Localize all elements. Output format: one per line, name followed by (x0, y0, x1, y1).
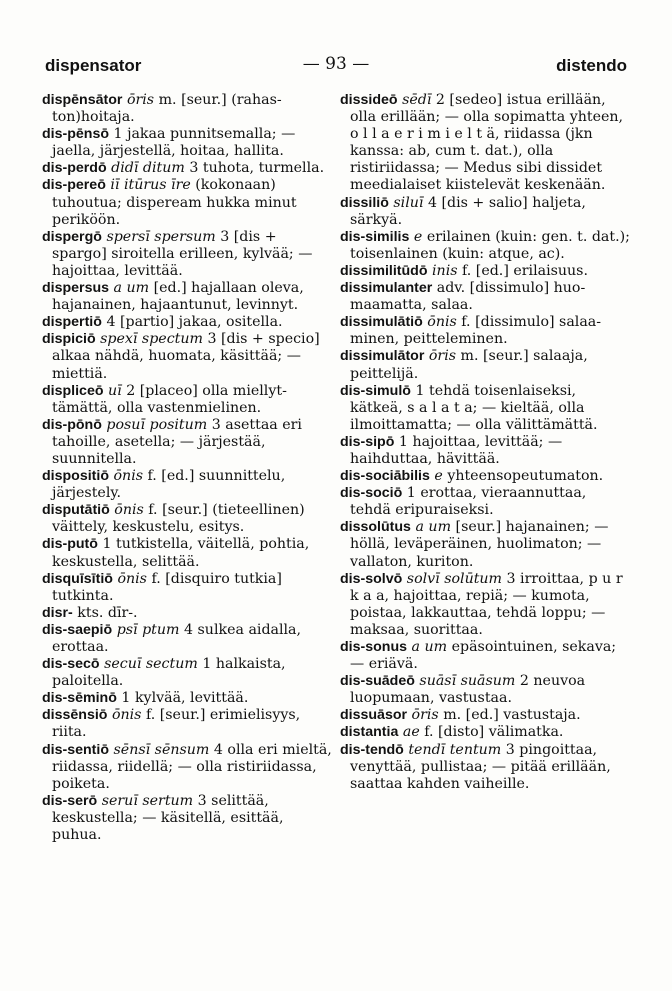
entry-grammar: e (434, 468, 443, 485)
entry-definition: adv. [dissimulo] huomaamatta, salaa. (350, 280, 586, 314)
entry-definition: m. [seur.] (rahaston)hoitaja. (52, 92, 282, 126)
entry-definition: 3 tuhota, turmella. (184, 160, 325, 177)
entry-definition: 1 kylvää, levittää. (121, 690, 249, 707)
entry-grammar: uī (108, 382, 122, 399)
entry-definition: 3 selittää, keskustella; — käsitellä, esittää, puhua. (52, 792, 284, 844)
entry-grammar: ōris (428, 348, 457, 365)
entry-headword: dispertiō (42, 314, 102, 331)
dictionary-entry (42, 656, 332, 690)
entry-definition: f. [ed.] suunnittelu, järjestely. (52, 468, 286, 502)
entry-definition: 4 [dis + salio] haljeta, särkyä. (350, 194, 586, 228)
entry-grammar: sēnsī sēnsum (113, 741, 210, 758)
entry-definition: f. [disquiro tutkia] tutkinta. (52, 570, 282, 604)
dictionary-entry (340, 434, 630, 468)
dictionary-entry (42, 742, 332, 793)
dictionary-entry (42, 92, 332, 126)
left-guide-word: dispensator (45, 56, 142, 75)
dictionary-entry (340, 519, 630, 570)
entry-definition: [ed.] hajallaan oleva, hajanainen, hajaantunut, levinnyt. (52, 280, 304, 314)
entry-headword: dis-sonus (340, 639, 408, 655)
entry-grammar: ae (402, 724, 420, 741)
entry-grammar: ōris (126, 92, 155, 108)
entry-definition: f. [dissimulo] salaaminen, peitteleminen. (350, 314, 602, 348)
entry-headword: dis-suādeō (340, 673, 415, 690)
entry-grammar: tendī tentum (408, 741, 502, 758)
entry-headword: dissimulātiō (340, 314, 423, 331)
entry-grammar: solvī solūtum (406, 570, 503, 587)
entry-grammar: spersī spersum (106, 228, 216, 245)
right-column (340, 92, 630, 793)
entry-headword: dissimilitūdō (340, 262, 428, 279)
entry-headword: dis-sociābilis (340, 468, 430, 485)
entry-headword: dis-perdō (42, 160, 107, 177)
entry-definition: f. [seur.] erimielisyys, riita. (52, 707, 301, 741)
entry-headword: dispergō (42, 228, 102, 245)
entry-headword: dispersus (42, 280, 110, 297)
entry-definition: 3 pingoittaa, venyttää, pullistaa; — pitää erillään, saattaa kahden vaiheille. (350, 741, 611, 792)
entry-headword: dis-sociō (340, 485, 403, 502)
entry-headword: dis-sipō (340, 433, 395, 450)
dictionary-entry (340, 468, 630, 485)
entry-headword: dis-similis (340, 228, 410, 245)
entry-headword: disquīsītiō (42, 570, 113, 587)
dictionary-entry (42, 793, 332, 844)
entry-grammar: a um (113, 280, 150, 297)
entry-grammar: didī ditum (111, 160, 185, 177)
entry-headword: dissimulanter (340, 280, 433, 297)
entry-definition: epäsointuinen, sekava; — eriävä. (350, 639, 617, 673)
entry-headword: dis-sēminō (42, 690, 117, 707)
entry-definition: 1 halkaista, paloitella. (52, 656, 286, 690)
dictionary-entry (340, 639, 630, 673)
entry-definition: 3 [dis + spargo] siroitella erilleen, kylvää; — hajoittaa, levittää. (52, 228, 313, 279)
entry-headword: dissideō (340, 92, 398, 108)
entry-headword: dis-sentiō (42, 741, 110, 758)
dictionary-entry (340, 571, 630, 639)
entry-grammar: spexī spectum (100, 331, 203, 348)
dictionary-entry (340, 673, 630, 707)
entry-definition: [seur.] hajanainen; — höllä, leväperäinen, huolimaton; — vallaton, kuriton. (350, 519, 609, 570)
entry-definition: (kokonaan) tuhoutua; dispeream hukka minut periköön. (52, 177, 297, 228)
entry-definition: 3 [dis + specio] alkaa nähdä, huomata, käsittää; — miettiä. (52, 331, 320, 382)
entry-definition: 4 sulkea aidalla, erottaa. (52, 621, 302, 655)
entry-headword: dissuāsor (340, 707, 408, 724)
entry-headword: dis-saepiō (42, 621, 113, 638)
entry-headword: dis-pēnsō (42, 126, 110, 143)
entry-grammar: siluī (393, 194, 424, 211)
dictionary-entry (42, 605, 332, 622)
dictionary-entry (42, 622, 332, 656)
entry-definition: 2 neuvoa luopumaan, vastustaa. (350, 673, 586, 707)
dictionary-entry (340, 485, 630, 519)
entry-definition: 4 olla eri mieltä, riidassa, riidellä; — olla ristiriidassa, poiketa. (52, 741, 332, 792)
entry-grammar: ōnis (113, 468, 144, 485)
entry-definition: 3 irroittaa, p u r k a a, hajoittaa, repiä; — kumota, poistaa, lakkauttaa, tehdä loppu; — maksaa, suorittaa. (350, 570, 623, 638)
entry-headword: distantia (340, 724, 399, 741)
entry-definition: 2 [placeo] olla miellyttämättä, olla vastenmielinen. (52, 382, 287, 416)
entry-definition: erilainen (kuin: gen. t. dat.); toisenlainen (kuin: atque, ac). (350, 228, 630, 262)
entry-headword: dis-pōnō (42, 416, 102, 433)
dictionary-entry (340, 314, 630, 348)
entry-headword: dis-putō (42, 536, 98, 553)
entry-grammar: psī ptum (116, 621, 180, 638)
entry-headword: dis-simulō (340, 382, 411, 399)
dictionary-entry (340, 229, 630, 263)
dictionary-entry (42, 280, 332, 314)
entry-grammar: ōnis (427, 314, 457, 331)
dictionary-entry (42, 417, 332, 468)
dictionary-entry (42, 502, 332, 536)
entry-definition: f. [seur.] (tieteellinen) väittely, keskustelu, esitys. (52, 502, 305, 536)
page-number: — 93 — (302, 54, 370, 74)
entry-definition: f. [ed.] erilaisuus. (457, 262, 588, 279)
dictionary-entry (42, 383, 332, 417)
entry-grammar: a um (415, 519, 452, 536)
entry-grammar: seruī sertum (101, 792, 194, 809)
dictionary-entry (42, 707, 332, 741)
entry-headword: dis-tendō (340, 741, 404, 758)
entry-grammar: a um (411, 639, 448, 655)
entry-grammar: ōnis (117, 570, 147, 587)
entry-headword: dissolūtus (340, 519, 411, 536)
dictionary-entry (340, 383, 630, 434)
entry-grammar: iī itūrus īre (110, 177, 191, 194)
dictionary-entry (340, 724, 630, 741)
dictionary-entry (340, 742, 630, 793)
entry-definition: m. [seur.] salaaja, peittelijä. (350, 348, 588, 382)
entry-definition: 1 erottaa, vieraannuttaa, tehdä eripuraiseksi. (350, 485, 587, 519)
dictionary-entry (42, 468, 332, 502)
dictionary-entry (42, 160, 332, 177)
dictionary-entry (42, 571, 332, 605)
entry-headword: disr- (42, 604, 73, 621)
dictionary-entry (340, 92, 630, 195)
entry-grammar: sēdī (402, 92, 432, 108)
entry-definition: f. [disto] välimatka. (419, 724, 564, 741)
entry-definition: 1 tutkistella, väitellä, pohtia, keskustella, selittää. (52, 536, 310, 570)
entry-definition: yhteensopeutumaton. (442, 468, 604, 485)
entry-headword: dis-solvō (340, 570, 403, 587)
entry-grammar: secuī sectum (104, 656, 198, 673)
entry-headword: dissiliō (340, 194, 389, 211)
entry-headword: disputātiō (42, 502, 110, 519)
dictionary-entry (42, 229, 332, 280)
entry-grammar: ōnis (111, 707, 142, 724)
dictionary-entry (340, 280, 630, 314)
entry-definition: 3 asettaa eri tahoille, asetella; — järjestää, suunnitella. (52, 416, 302, 467)
dictionary-entry (42, 126, 332, 160)
dictionary-entry (42, 314, 332, 331)
entry-definition: 1 hajoittaa, levittää; — haihduttaa, hävittää. (350, 433, 563, 467)
entry-headword: dispositiō (42, 468, 109, 485)
entry-definition: m. [ed.] vastustaja. (438, 707, 581, 724)
entry-grammar: ōnis (114, 502, 144, 519)
entry-grammar: inis (432, 262, 458, 279)
entry-grammar: e (413, 228, 423, 245)
dictionary-entry (42, 177, 332, 228)
dictionary-entry (340, 348, 630, 382)
entry-definition: 4 [partio] jakaa, ositella. (106, 314, 283, 331)
entry-headword: dispiciō (42, 331, 96, 348)
entry-headword: dis-secō (42, 656, 100, 673)
left-column (42, 92, 332, 844)
entry-grammar: ōris (411, 707, 439, 724)
right-guide-word: distendo (556, 56, 627, 75)
dictionary-entry (340, 263, 630, 280)
entry-headword: dis-serō (42, 792, 98, 809)
entry-definition: 1 tehdä toisenlaiseksi, kätkeä, s a l a t a; — kieltää, olla ilmoittamatta; — olla välittämättä. (350, 382, 598, 433)
entry-grammar: posuī positum (106, 416, 208, 433)
entry-definition: kts. dīr-. (77, 604, 138, 621)
entry-headword: displiceō (42, 382, 104, 399)
page-header (45, 54, 627, 84)
dictionary-entry (340, 195, 630, 229)
entry-grammar: suāsī suāsum (419, 673, 516, 690)
entry-definition: 2 [sedeo] istua erillään, olla erillään; — olla sopimatta yhteen, o l l a e r i m i e l t ä, riidassa (jkn kanssa: ab, cum t. dat.), olla ristiriidassa; — Medus sibi dissidet meedialaiset kiistelevät keskenään. (350, 92, 624, 194)
entry-headword: dissimulātor (340, 348, 425, 365)
entry-headword: dis-pereō (42, 177, 106, 194)
dictionary-entry (42, 690, 332, 707)
entry-definition: 1 jakaa punnitsemalla; — jaella, järjestellä, hoitaa, hallita. (52, 126, 296, 160)
dictionary-entry (42, 536, 332, 570)
dictionary-entry (42, 331, 332, 382)
dictionary-entry (340, 707, 630, 724)
entry-headword: dissēnsiō (42, 707, 108, 724)
entry-headword: dispēnsātor (42, 92, 123, 108)
